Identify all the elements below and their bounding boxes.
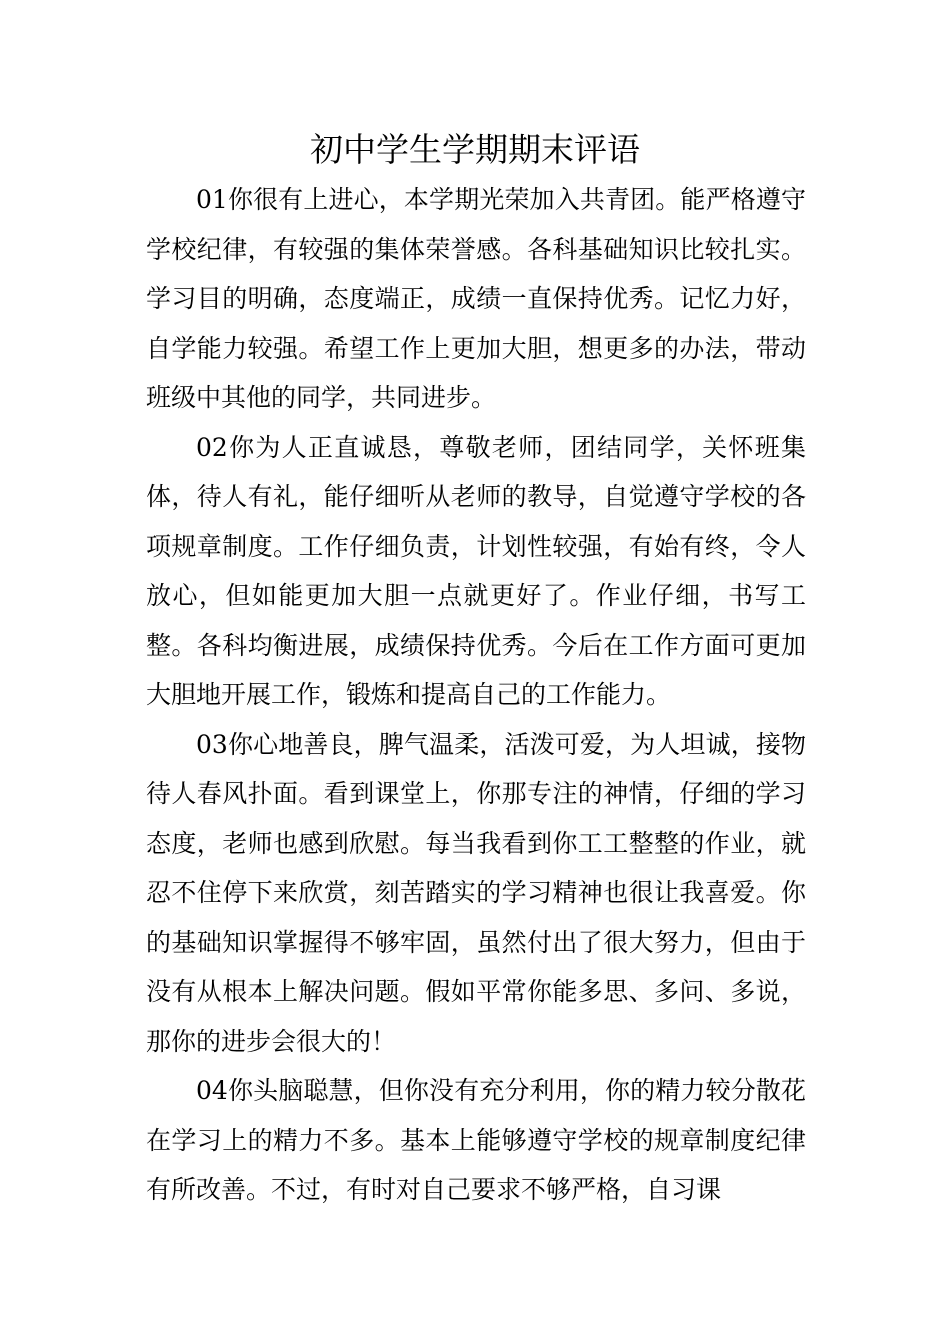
document-title: 初中学生学期期末评语	[310, 130, 640, 169]
document-body	[146, 175, 806, 1215]
comment-paragraph-03: 03你心地善良，脾气温柔，活泼可爱，为人坦诚，接物待人春风扑面。看到课堂上，你那专注的神情，仔细的学习态度，老师也感到欣慰。每当我看到你工工整整的作业，就忍不住停下来欣赏，刻苦踏实的学习精神也很让我喜爱。你的基础知识掌握得不够牢固，虽然付出了很大努力，但由于没有从根本上解决问题。假如平常你能多思、多问、多说，那你的进步会很大的！	[146, 729, 806, 1056]
comment-paragraph-01: 01你很有上进心，本学期光荣加入共青团。能严格遵守学校纪律，有较强的集体荣誉感。各科基础知识比较扎实。学习目的明确，态度端正，成绩一直保持优秀。记忆力好，自学能力较强。希望工作上更加大胆，想更多的办法，带动班级中其他的同学，共同进步。	[146, 185, 806, 412]
comment-paragraph-04: 04你头脑聪慧，但你没有充分利用，你的精力较分散花在学习上的精力不多。基本上能够遵守学校的规章制度纪律有所改善。不过，有时对自己要求不够严格，自习课	[146, 1076, 806, 1204]
comment-paragraph-02: 02你为人正直诚恳，尊敬老师，团结同学，关怀班集体，待人有礼，能仔细听从老师的教导，自觉遵守学校的各项规章制度。工作仔细负责，计划性较强，有始有终，令人放心，但如能更加大胆一点就更好了。作业仔细，书写工整。各科均衡进展，成绩保持优秀。今后在工作方面可更加大胆地开展工作，锻炼和提高自己的工作能力。	[146, 432, 806, 709]
